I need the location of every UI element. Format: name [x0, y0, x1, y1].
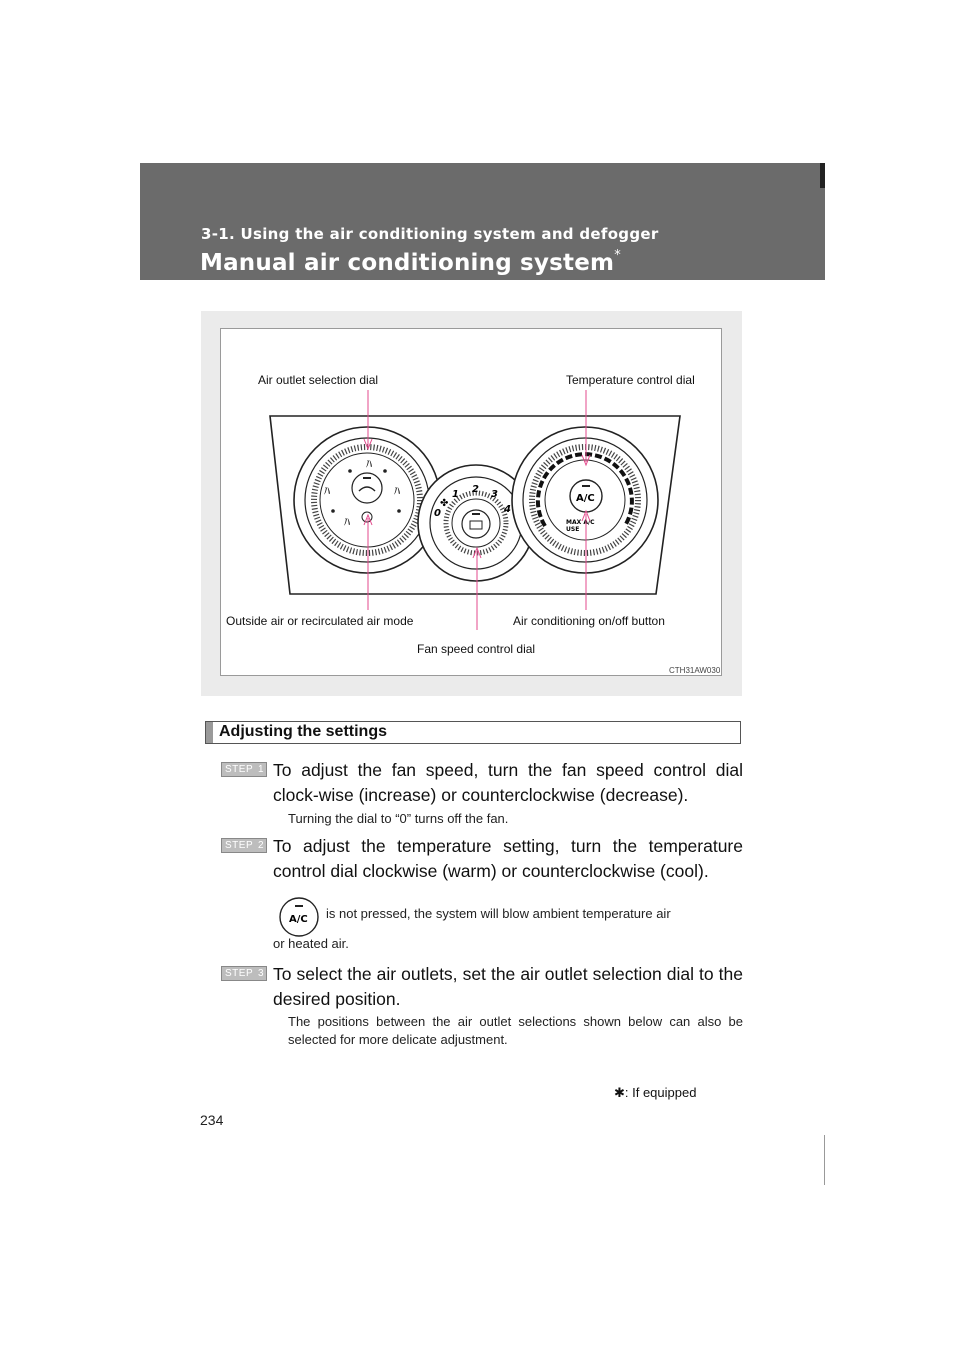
margin-line — [824, 1135, 825, 1185]
step-badge-number: 2 — [258, 840, 265, 851]
figure-code: CTH31AW030 — [669, 666, 721, 675]
step-badge-number: 1 — [258, 764, 265, 775]
svg-text:ﾊ: ﾊ — [394, 484, 401, 498]
step-badge-1 — [221, 762, 267, 777]
label-ac-button: Air conditioning on/off button — [513, 614, 665, 628]
max-ac-label: MAX A/C — [566, 519, 595, 526]
header-tab-marker — [820, 163, 825, 188]
page-number: 234 — [200, 1112, 224, 1128]
fan-number-3: 3 — [491, 489, 498, 500]
label-temperature-dial: Temperature control dial — [566, 373, 695, 387]
svg-text:ﾊ: ﾊ — [366, 457, 373, 471]
svg-text:ﾊ: ﾊ — [344, 515, 351, 529]
equipped-mark: * — [614, 248, 621, 263]
label-fan-dial: Fan speed control dial — [417, 642, 536, 656]
step-2-note-line2: or heated air. — [273, 936, 349, 951]
step-1-note: Turning the dial to “0” turns off the fan. — [288, 811, 509, 826]
footnote: ✱: If equipped — [614, 1085, 697, 1100]
step-2-text: To adjust the temperature setting, turn the temperature control dial clockwise (warm) or counterclockwise (cool). — [273, 836, 743, 881]
ac-button-icon — [278, 896, 320, 938]
step-badge-2 — [221, 838, 267, 853]
section-label: 3-1. Using the air conditioning system and defogger — [201, 225, 659, 243]
fan-number-1: 1 — [452, 489, 459, 500]
section-heading-box — [205, 721, 741, 744]
fan-number-0: 0 — [434, 508, 441, 519]
page-title — [200, 250, 621, 276]
step-3-note: The positions between the air outlet selections shown below can also be selected for more delicate adjustment. — [288, 1014, 743, 1047]
section-heading-bar — [206, 722, 213, 743]
step-badge-text: STEP — [225, 968, 254, 979]
step-2-note: is not pressed, the system will blow ambient temperature air — [326, 906, 671, 921]
step-badge-text: STEP — [225, 764, 254, 775]
use-label: USE — [566, 526, 580, 533]
step-1-text: To adjust the fan speed, turn the fan speed control dial clock-wise (increase) or counterclockwise (decrease). — [273, 760, 743, 805]
step-3-text: To select the air outlets, set the air outlet selection dial to the desired position. — [273, 964, 743, 1009]
svg-text:A/C: A/C — [289, 914, 308, 925]
fan-number-2: 2 — [472, 484, 479, 495]
step-badge-number: 3 — [258, 968, 265, 979]
label-air-outlet-dial: Air outlet selection dial — [258, 373, 379, 387]
step-badge-text: STEP — [225, 840, 254, 851]
svg-text:ﾊ: ﾊ — [324, 484, 331, 498]
page-title-text: Manual air conditioning system — [200, 250, 615, 276]
label-air-mode: Outside air or recirculated air mode — [226, 614, 414, 628]
step-badge-3 — [221, 966, 267, 981]
ac-button-label: A/C — [576, 493, 595, 504]
fan-number-4: 4 — [504, 504, 511, 515]
section-heading: Adjusting the settings — [219, 723, 387, 740]
fan-icon: ✤ — [440, 498, 449, 509]
